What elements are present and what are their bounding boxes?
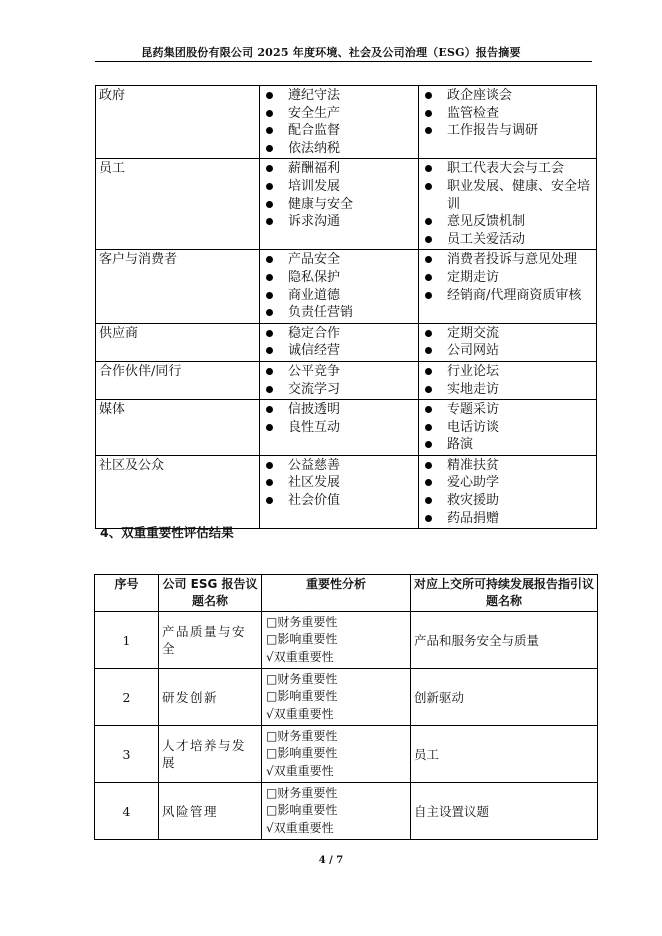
bullet-item: 培训发展 bbox=[263, 178, 415, 196]
bullet-item: 职工代表大会与工会 bbox=[422, 160, 593, 178]
channels-list bbox=[422, 160, 593, 248]
materiality-option: □影响重要性 bbox=[266, 689, 338, 704]
materiality-options bbox=[262, 669, 411, 726]
bullet-item: 救灾援助 bbox=[422, 492, 593, 510]
channels-cell bbox=[419, 361, 597, 399]
bullet-item: 电话访谈 bbox=[422, 419, 593, 437]
stakeholder-name: 供应商 bbox=[96, 323, 260, 361]
bullet-item: 稳定合作 bbox=[263, 325, 415, 343]
materiality-row bbox=[95, 783, 598, 840]
stakeholder-row bbox=[96, 400, 597, 456]
bullet-item: 专题采访 bbox=[422, 401, 593, 419]
channels-cell bbox=[419, 250, 597, 323]
bullet-item: 安全生产 bbox=[263, 105, 415, 123]
report-header-title: 昆药集团股份有限公司 2025 年度环境、社会及公司治理（ESG）报告摘要 bbox=[141, 46, 521, 59]
materiality-option: □影响重要性 bbox=[266, 632, 338, 647]
bullet-item: 诚信经营 bbox=[263, 342, 415, 360]
materiality-option: √双重重要性 bbox=[266, 649, 334, 664]
esg-topic: 产品质量与安全 bbox=[159, 612, 262, 669]
materiality-row bbox=[95, 612, 598, 669]
stakeholder-table bbox=[95, 85, 597, 529]
bullet-item: 公益慈善 bbox=[263, 457, 415, 475]
bullet-item: 工作报告与调研 bbox=[422, 122, 593, 140]
materiality-option: √双重重要性 bbox=[266, 763, 334, 778]
concerns-list bbox=[263, 160, 415, 230]
channels-list bbox=[422, 457, 593, 527]
stakeholder-name: 政府 bbox=[96, 86, 260, 159]
channels-cell bbox=[419, 455, 597, 528]
bullet-item: 消费者投诉与意见处理 bbox=[422, 251, 593, 269]
stakeholder-row bbox=[96, 323, 597, 361]
materiality-row bbox=[95, 669, 598, 726]
materiality-option: □影响重要性 bbox=[266, 746, 338, 761]
concerns-cell bbox=[260, 455, 419, 528]
stakeholder-name: 员工 bbox=[96, 159, 260, 250]
bullet-item: 爱心助学 bbox=[422, 474, 593, 492]
header-analysis: 重要性分析 bbox=[262, 575, 411, 612]
bullet-item: 薪酬福利 bbox=[263, 160, 415, 178]
bullet-item: 社会价值 bbox=[263, 492, 415, 510]
materiality-options bbox=[262, 612, 411, 669]
bullet-item: 信披透明 bbox=[263, 401, 415, 419]
bullet-item: 公司网站 bbox=[422, 342, 593, 360]
stakeholder-name: 媒体 bbox=[96, 400, 260, 456]
bullet-item: 药品捐赠 bbox=[422, 510, 593, 528]
bullet-item: 定期走访 bbox=[422, 269, 593, 287]
bullet-item: 定期交流 bbox=[422, 325, 593, 343]
concerns-cell bbox=[260, 86, 419, 159]
materiality-option: √双重重要性 bbox=[266, 820, 334, 835]
concerns-list bbox=[263, 363, 415, 398]
channels-list bbox=[422, 87, 593, 140]
bullet-item: 隐私保护 bbox=[263, 269, 415, 287]
esg-topic: 人才培养与发展 bbox=[159, 726, 262, 783]
concerns-cell bbox=[260, 400, 419, 456]
stakeholder-name: 客户与消费者 bbox=[96, 250, 260, 323]
section-heading: 4、双重重要性评估结果 bbox=[100, 525, 234, 540]
header-no: 序号 bbox=[95, 575, 159, 612]
bullet-item: 配合监督 bbox=[263, 122, 415, 140]
esg-topic: 研发创新 bbox=[159, 669, 262, 726]
esg-topic: 风险管理 bbox=[159, 783, 262, 840]
concerns-cell bbox=[260, 323, 419, 361]
bullet-item: 社区发展 bbox=[263, 474, 415, 492]
channels-cell bbox=[419, 86, 597, 159]
concerns-list bbox=[263, 87, 415, 157]
concerns-list bbox=[263, 251, 415, 321]
materiality-table bbox=[94, 574, 598, 840]
row-number: 4 bbox=[95, 783, 159, 840]
page-number: 4 / 7 bbox=[318, 855, 344, 866]
bullet-item: 监管检查 bbox=[422, 105, 593, 123]
concerns-list bbox=[263, 401, 415, 436]
bullet-item: 意见反馈机制 bbox=[422, 213, 593, 231]
stakeholder-name: 社区及公众 bbox=[96, 455, 260, 528]
bullet-item: 遵纪守法 bbox=[263, 87, 415, 105]
sse-guide-topic: 自主设置议题 bbox=[411, 783, 598, 840]
bullet-item: 精准扶贫 bbox=[422, 457, 593, 475]
materiality-option: □财务重要性 bbox=[266, 728, 338, 743]
header-rule bbox=[95, 61, 592, 62]
bullet-item: 行业论坛 bbox=[422, 363, 593, 381]
concerns-cell bbox=[260, 159, 419, 250]
sse-guide-topic: 创新驱动 bbox=[411, 669, 598, 726]
bullet-item: 负责任营销 bbox=[263, 304, 415, 322]
bullet-item: 产品安全 bbox=[263, 251, 415, 269]
bullet-item: 商业道德 bbox=[263, 287, 415, 305]
channels-list bbox=[422, 325, 593, 360]
bullet-item: 良性互动 bbox=[263, 419, 415, 437]
channels-list bbox=[422, 401, 593, 454]
bullet-item: 诉求沟通 bbox=[263, 213, 415, 231]
stakeholder-row bbox=[96, 159, 597, 250]
channels-cell bbox=[419, 323, 597, 361]
materiality-option: □财务重要性 bbox=[266, 785, 338, 800]
row-number: 2 bbox=[95, 669, 159, 726]
materiality-row bbox=[95, 726, 598, 783]
stakeholder-row bbox=[96, 361, 597, 399]
channels-list bbox=[422, 363, 593, 398]
header-guide: 对应上交所可持续发展报告指引议题名称 bbox=[411, 575, 598, 612]
sse-guide-topic: 员工 bbox=[411, 726, 598, 783]
concerns-list bbox=[263, 325, 415, 360]
bullet-item: 交流学习 bbox=[263, 381, 415, 399]
sse-guide-topic: 产品和服务安全与质量 bbox=[411, 612, 598, 669]
materiality-option: □财务重要性 bbox=[266, 614, 338, 629]
channels-cell bbox=[419, 159, 597, 250]
channels-list bbox=[422, 251, 593, 304]
row-number: 3 bbox=[95, 726, 159, 783]
bullet-item: 员工关爱活动 bbox=[422, 231, 593, 249]
bullet-item: 政企座谈会 bbox=[422, 87, 593, 105]
materiality-options bbox=[262, 726, 411, 783]
stakeholder-row bbox=[96, 250, 597, 323]
materiality-option: √双重重要性 bbox=[266, 706, 334, 721]
materiality-options bbox=[262, 783, 411, 840]
stakeholder-name: 合作伙伴/同行 bbox=[96, 361, 260, 399]
bullet-item: 健康与安全 bbox=[263, 196, 415, 214]
materiality-option: □影响重要性 bbox=[266, 803, 338, 818]
bullet-item: 路演 bbox=[422, 436, 593, 454]
bullet-item: 实地走访 bbox=[422, 381, 593, 399]
bullet-item: 公平竞争 bbox=[263, 363, 415, 381]
bullet-item: 依法纳税 bbox=[263, 140, 415, 158]
materiality-option: □财务重要性 bbox=[266, 671, 338, 686]
header-topic: 公司 ESG 报告议题名称 bbox=[159, 575, 262, 612]
stakeholder-row bbox=[96, 455, 597, 528]
bullet-item: 经销商/代理商资质审核 bbox=[422, 287, 593, 305]
bullet-item: 职业发展、健康、安全培训 bbox=[422, 178, 593, 213]
concerns-cell bbox=[260, 250, 419, 323]
materiality-header-row bbox=[95, 575, 598, 612]
concerns-list bbox=[263, 457, 415, 510]
row-number: 1 bbox=[95, 612, 159, 669]
concerns-cell bbox=[260, 361, 419, 399]
channels-cell bbox=[419, 400, 597, 456]
stakeholder-row bbox=[96, 86, 597, 159]
